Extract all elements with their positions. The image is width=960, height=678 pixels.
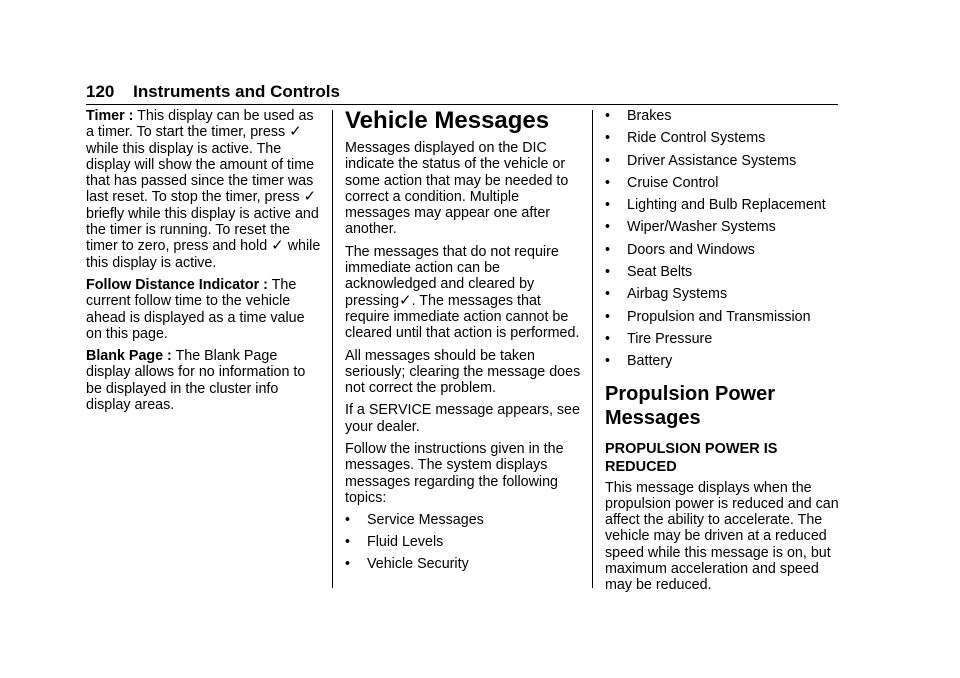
list-item xyxy=(605,286,841,302)
list-item-label: Propulsion and Transmission xyxy=(627,308,811,325)
paragraph-text: The messages that do not require immediate action can be acknowledged and cleared by pressing xyxy=(345,243,559,309)
column-right xyxy=(605,108,841,600)
list-item xyxy=(345,534,581,550)
blank-page-term: Blank Page : xyxy=(86,348,172,365)
timer-text-4: while this display is active. xyxy=(86,238,321,271)
checkmark-icon: ✓ xyxy=(289,123,302,141)
list-item xyxy=(605,242,841,258)
column-divider xyxy=(332,110,333,588)
page-title: Instruments and Controls xyxy=(133,82,340,101)
column-divider xyxy=(592,110,593,588)
list-item xyxy=(605,331,841,347)
checkmark-icon: ✓ xyxy=(271,237,284,255)
list-item-label: Lighting and Bulb Replacement xyxy=(627,197,826,214)
timer-text-2: while this display is active. The display will show the amount of time that has passed since the timer was last reset. To stop the timer, press xyxy=(86,140,315,206)
list-item-label: Fluid Levels xyxy=(367,534,444,551)
blank-page-text: The Blank Page display allows for no information to be displayed in the cluster info display areas. xyxy=(86,348,306,414)
bullet-icon: • xyxy=(605,219,611,236)
bullet-icon: • xyxy=(605,241,611,258)
section-heading-vehicle-messages: Vehicle Messages xyxy=(345,107,550,134)
column-left xyxy=(86,108,321,419)
list-item-label: Driver Assistance Systems xyxy=(627,152,797,169)
list-item xyxy=(605,175,841,191)
checkmark-icon: ✓ xyxy=(399,291,412,309)
bullet-icon: • xyxy=(605,330,611,347)
bullet-icon: • xyxy=(605,197,611,214)
list-item-label: Vehicle Security xyxy=(367,556,469,573)
bullet-icon: • xyxy=(345,556,351,573)
bullet-icon: • xyxy=(345,534,351,551)
checkmark-icon: ✓ xyxy=(303,188,317,206)
section-heading-propulsion-power: Propulsion Power Messages xyxy=(605,382,776,429)
list-item xyxy=(605,219,841,235)
bullet-icon: • xyxy=(605,353,611,370)
list-item xyxy=(605,108,841,124)
timer-text-3: briefly while this display is active and the timer is running. To reset the timer to zero, press and hold xyxy=(86,205,319,255)
list-item xyxy=(605,153,841,169)
list-item-label: Seat Belts xyxy=(627,264,693,281)
page-number: 120 xyxy=(86,82,115,101)
paragraph: Messages displayed on the DIC indicate the status of the vehicle or some action that may be needed to correct a condition. Multiple messages may appear one after another. xyxy=(345,140,569,238)
follow-distance-text: The current follow time to the vehicle ahead is displayed as a time value on this page. xyxy=(86,276,305,342)
list-item xyxy=(605,130,841,146)
list-item xyxy=(605,197,841,213)
paragraph: All messages should be taken seriously; clearing the message does not correct the problem. xyxy=(345,347,581,397)
list-item-label: Wiper/Washer Systems xyxy=(627,219,776,236)
bullet-icon: • xyxy=(605,308,611,325)
bullet-icon: • xyxy=(605,130,611,147)
bullet-icon: • xyxy=(605,286,611,303)
blank-page-paragraph xyxy=(86,348,321,413)
list-item-label: Doors and Windows xyxy=(627,241,755,258)
follow-distance-term: Follow Distance Indicator : xyxy=(86,276,268,293)
follow-distance-paragraph xyxy=(86,277,321,342)
list-item xyxy=(345,512,581,528)
paragraph xyxy=(345,244,581,342)
paragraph: If a SERVICE message appears, see your dealer. xyxy=(345,402,580,435)
page-header xyxy=(86,82,838,105)
timer-paragraph xyxy=(86,108,321,271)
topic-list-continued xyxy=(605,108,841,370)
column-middle xyxy=(345,108,581,579)
bullet-icon: • xyxy=(345,512,351,529)
bullet-icon: • xyxy=(605,264,611,281)
list-item xyxy=(605,353,841,369)
list-item-label: Ride Control Systems xyxy=(627,130,766,147)
list-item-label: Brakes xyxy=(627,108,672,124)
list-item xyxy=(605,264,841,280)
bullet-icon: • xyxy=(605,174,611,191)
list-item xyxy=(605,309,841,325)
list-item xyxy=(345,556,581,572)
list-item-label: Cruise Control xyxy=(627,174,719,191)
paragraph: This message displays when the propulsion power is reduced and can affect the ability to accelerate. The vehicle may be driven at a reduced speed while this message is on, but maximum acceleration and speed may be reduced. xyxy=(605,479,839,594)
list-item-label: Service Messages xyxy=(367,512,484,529)
list-item-label: Battery xyxy=(627,353,673,370)
bullet-icon: • xyxy=(605,152,611,169)
subheading-propulsion-reduced: PROPULSION POWER IS REDUCED xyxy=(605,440,778,475)
paragraph: Follow the instructions given in the messages. The system displays messages regarding the following topics: xyxy=(345,441,564,506)
list-item-label: Tire Pressure xyxy=(627,330,713,347)
bullet-icon: • xyxy=(605,108,611,124)
timer-text-1: This display can be used as a timer. To start the timer, press xyxy=(86,108,314,141)
list-item-label: Airbag Systems xyxy=(627,286,728,303)
timer-term: Timer : xyxy=(86,108,134,124)
topic-list xyxy=(345,512,581,572)
paragraph-text: . The messages that require immediate action cannot be cleared until that action is performed. xyxy=(345,292,580,342)
